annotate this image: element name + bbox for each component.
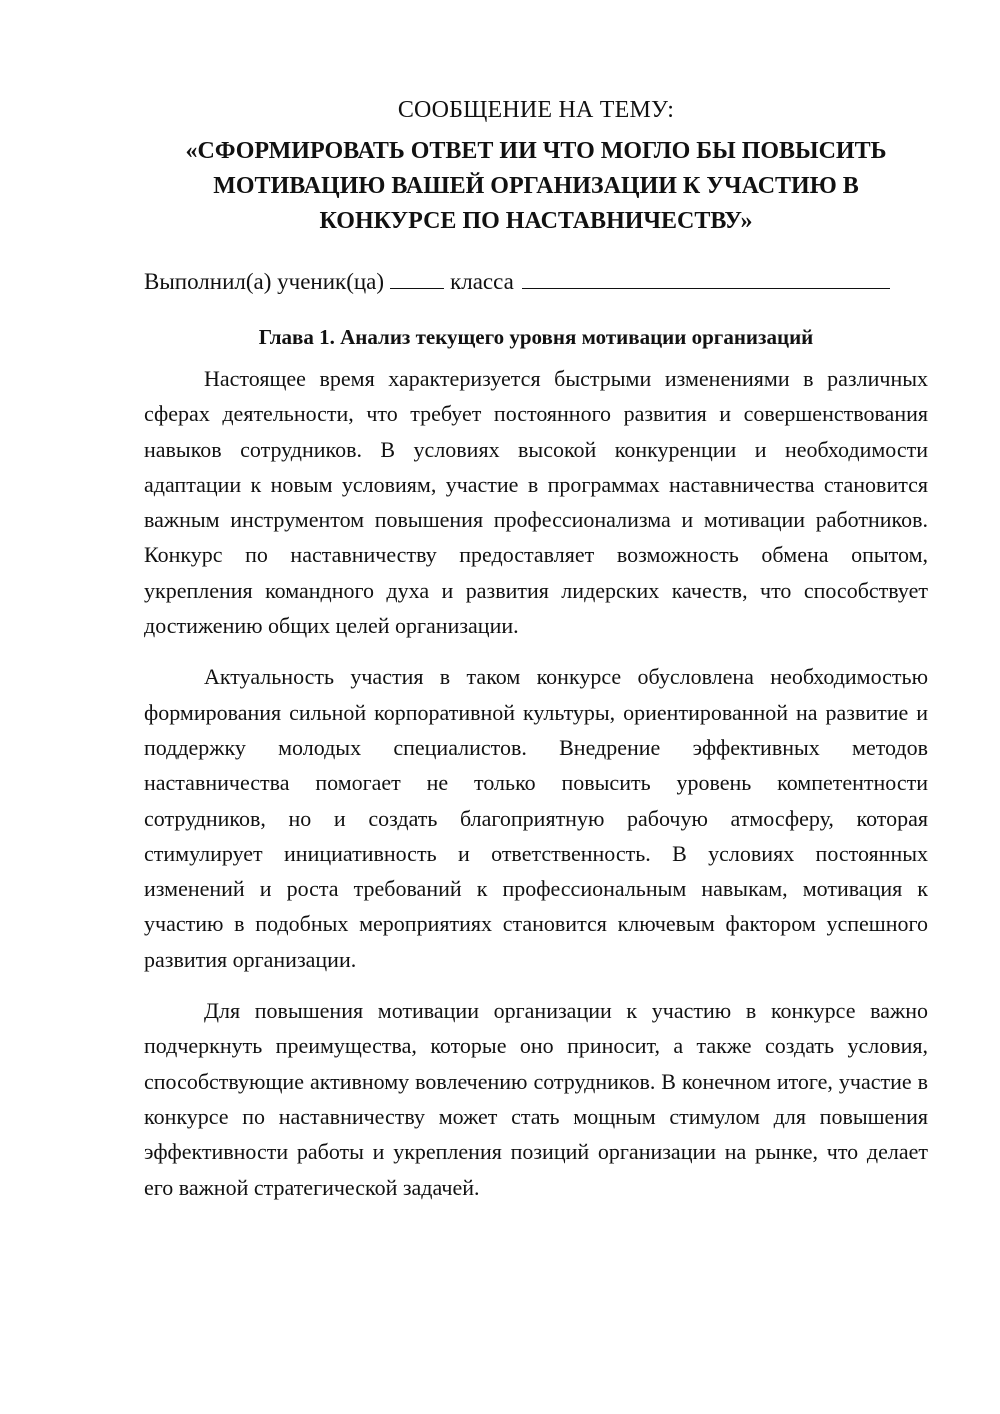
author-prefix: Выполнил(а) ученик(ца) bbox=[144, 269, 385, 294]
chapter-heading: Глава 1. Анализ текущего уровня мотивации организаций bbox=[258, 325, 814, 349]
document-page bbox=[144, 92, 928, 1221]
document-label: СООБЩЕНИЕ НА ТЕМУ: bbox=[397, 97, 675, 123]
paragraph: Настоящее время характеризуется быстрыми изменениями в различных сферах деятельности, что требует постоянного развития и совершенствования навыков сотрудников. В условиях высокой конкуренции и необходимости адаптации к новым условиям, участие в программах наставничества становится важным инструментом повышения профессионализма и мотивации работников. Конкурс по наставничеству предоставляет возможность обмена опытом, укрепления командного духа и развития лидерских качеств, что способствует достижению общих целей организации. bbox=[144, 366, 928, 639]
student-name-blank bbox=[522, 266, 890, 289]
class-label: класса bbox=[450, 269, 514, 294]
class-number-blank bbox=[390, 266, 444, 289]
author-line bbox=[144, 265, 928, 299]
document-title: «СФОРМИРОВАТЬ ОТВЕТ ИИ ЧТО МОГЛО БЫ ПОВЫСИТЬ МОТИВАЦИЮ ВАШЕЙ ОРГАНИЗАЦИИ К УЧАСТИЮ В КОНКУРСЕ ПО НАСТАВНИЧЕСТВУ» bbox=[185, 138, 887, 234]
paragraph: Для повышения мотивации организации к участию в конкурсе важно подчеркнуть преимущества, которые оно приносит, а также создать условия, способствующие активному вовлечению сотрудников. В конечном итоге, участие в конкурсе по наставничеству может стать мощным стимулом для повышения эффективности работы и укрепления позиций организации на рынке, что делает его важной стратегической задачей. bbox=[144, 998, 928, 1200]
paragraph: Актуальность участия в таком конкурсе обусловлена необходимостью формирования сильной корпоративной культуры, ориентированной на развитие и поддержку молодых специалистов. Внедрение эффективных методов наставничества помогает не только повысить уровень компетентности сотрудников, но и создать благоприятную рабочую атмосферу, которая стимулирует инициативность и ответственность. В условиях постоянных изменений и роста требований к профессиональным навыкам, мотивация к участию в подобных мероприятиях становится ключевым фактором успешного развития организации. bbox=[144, 664, 928, 972]
